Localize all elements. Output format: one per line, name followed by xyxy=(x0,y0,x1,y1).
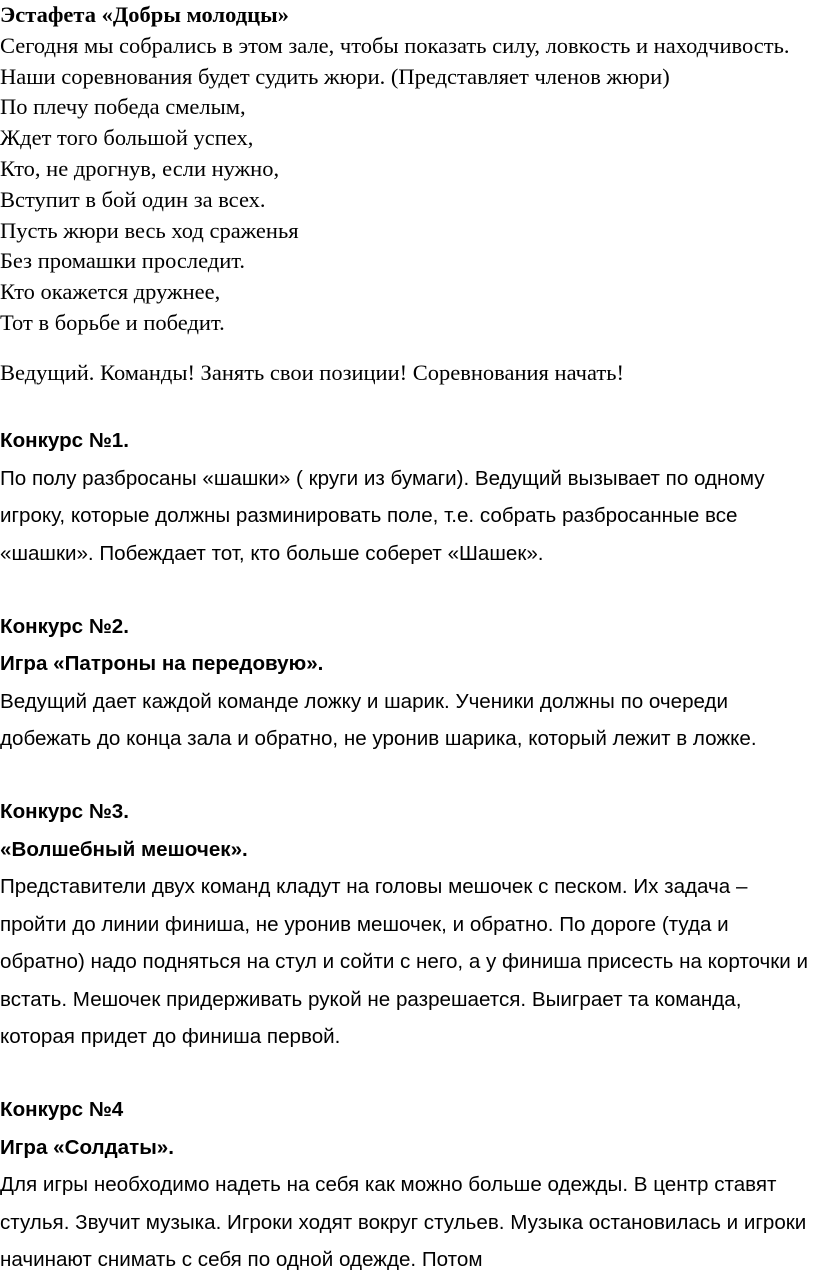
contest-heading: Конкурс №2. xyxy=(0,614,129,638)
contest-heading: Конкурс №3. xyxy=(0,800,129,823)
poem-line: Без промашки проследит. xyxy=(0,248,246,274)
contest-game-title: «Волшебный мешочек». xyxy=(0,837,248,861)
contest-game-title: Игра «Солдаты». xyxy=(0,1135,174,1159)
poem-line: Кто, не дрогнув, если нужно, xyxy=(0,155,280,181)
contest-4 xyxy=(0,1091,814,1279)
contest-3 xyxy=(0,793,814,1056)
contest-text: По полу разбросаны «шашки» ( круги из бумаги). Ведущий вызывает по одному игроку, которые должны разминировать поле, т.е. собрать разбросанные все «шашки». Побеждает тот, кто больше соберет «Шашек». xyxy=(0,466,765,565)
contest-heading: Конкурс №1. xyxy=(0,429,129,452)
poem-line: Кто окажется дружнее, xyxy=(0,279,221,305)
document-title: Эстафета «Добры молодцы» xyxy=(0,2,289,27)
intro-section xyxy=(0,0,810,389)
poem-line: Ждет того большой успех, xyxy=(0,125,254,151)
contest-game-title: Игра «Патроны на передовую». xyxy=(0,652,324,675)
contest-1 xyxy=(0,422,814,572)
contest-text: Ведущий дает каждой команде ложку и шарик. Ученики должны по очереди добежать до конца зала и обратно, не уронив шарика, который лежит в ложке. xyxy=(0,689,757,750)
contest-heading: Конкурс №4 xyxy=(0,1098,124,1121)
poem-line: Тот в борьбе и победит. xyxy=(0,309,225,335)
poem-line: По плечу победа смелым, xyxy=(0,94,246,120)
contest-2 xyxy=(0,608,814,758)
host-line: Ведущий. Команды! Занять свои позиции! Соревнования начать! xyxy=(0,359,624,385)
contests-section xyxy=(0,422,814,1279)
contest-text: Для игры необходимо надеть на себя как можно больше одежды. В центр ставят стулья. Звучит музыка. Игроки ходят вокруг стульев. Музыка остановилась и игроки начинают снимать с себя по одной одежде. Потом xyxy=(0,1173,807,1271)
intro-paragraph: Сегодня мы собрались в этом зале, чтобы показать силу, ловкость и находчивость. Наши соревнования будет судить жюри. (Представляет членов жюри) xyxy=(0,32,790,89)
poem-line: Пусть жюри весь ход сраженья xyxy=(0,217,299,243)
poem xyxy=(0,92,810,338)
poem-line: Вступит в бой один за всех. xyxy=(0,186,266,212)
contest-text: Представители двух команд кладут на головы мешочек с песком. Их задача – пройти до линии финиша, не уронив мешочек, и обратно. По дороге (туда и обратно) надо подняться на стул и сойти с него, а у финиша присесть на корточки и встать. Мешочек придерживать рукой не разрешается. Выиграет та команда, которая придет до финиша первой. xyxy=(0,875,809,1048)
